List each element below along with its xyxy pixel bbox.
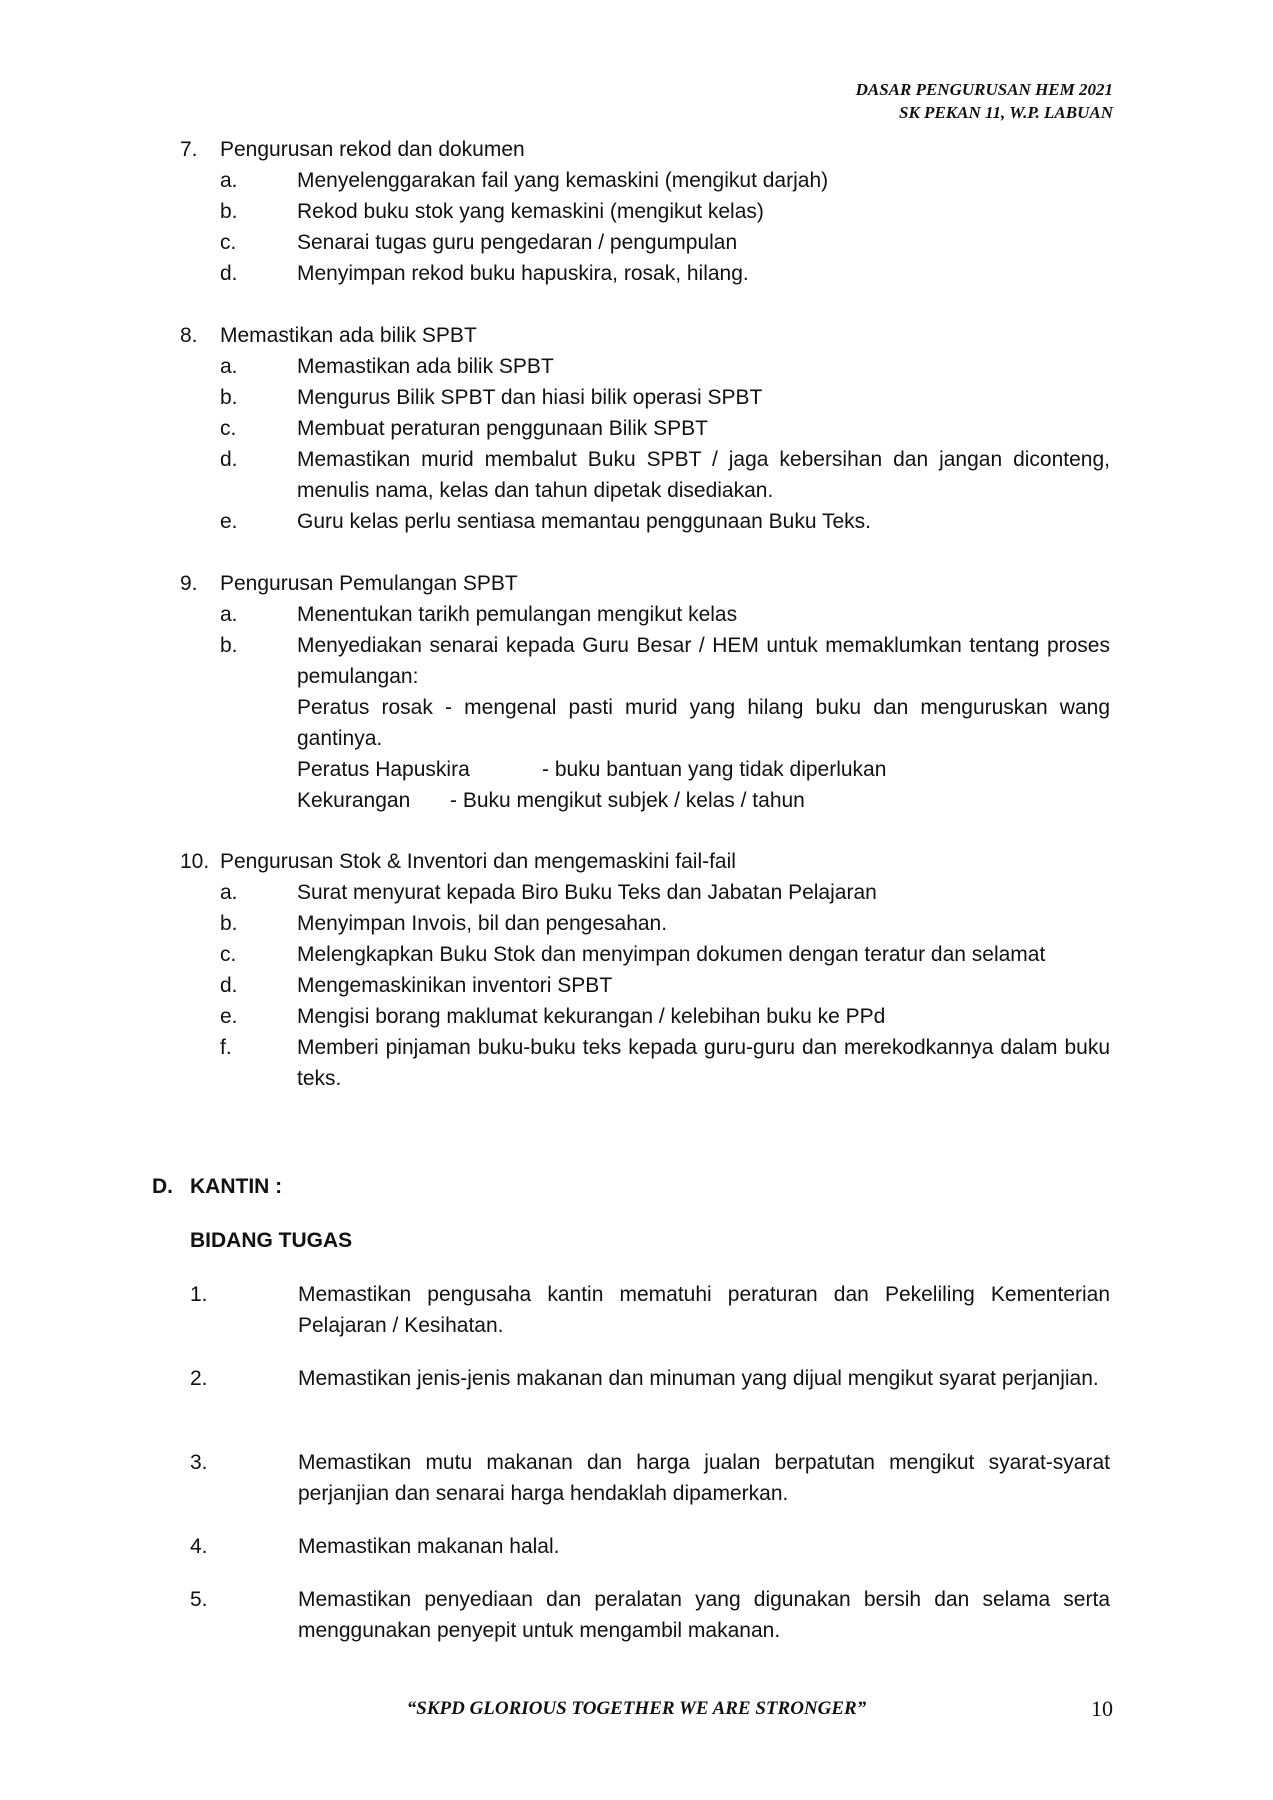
list-item: f. Memberi pinjaman buku-buku teks kepada guru-guru dan merekodkannya dalam buku teks. xyxy=(220,1036,1110,1090)
section-title xyxy=(180,568,1110,599)
list-item: c. Membuat peraturan penggunaan Bilik SPBT xyxy=(220,417,708,440)
list-item: b. Menyediakan senarai kepada Guru Besar / HEM untuk memaklumkan tentang proses pemulangan: xyxy=(220,634,1110,688)
kekurangan-note: Kekurangan - Buku mengikut subjek / kelas / tahun xyxy=(297,789,805,812)
kantin-item-5: 5. Memastikan penyediaan dan peralatan yang digunakan bersih dan selama serta menggunakan penyepit untuk mengambil makanan. xyxy=(190,1588,1110,1642)
footer-motto: “SKPD GLORIOUS TOGETHER WE ARE STRONGER” xyxy=(406,1698,867,1719)
kantin-item-4: 4. Memastikan makanan halal. xyxy=(190,1535,560,1558)
section-title xyxy=(180,320,1110,351)
page-number: 10 xyxy=(1091,1696,1113,1721)
kantin-item-1: 1. Memastikan pengusaha kantin mematuhi peraturan dan Pekeliling Kementerian Pelajaran / Kesihatan. xyxy=(190,1283,1110,1337)
list-item: d. Mengemaskinikan inventori SPBT xyxy=(220,974,613,997)
section-8 xyxy=(180,320,1110,537)
section-number: 10. xyxy=(180,850,210,873)
kantin-heading xyxy=(152,1171,282,1202)
kantin-item-3: 3. Memastikan mutu makanan dan harga jualan berpatutan mengikut syarat-syarat perjanjian dan senarai harga hendaklah dipamerkan. xyxy=(190,1451,1110,1505)
section-7 xyxy=(180,134,1110,289)
section-heading: Memastikan ada bilik SPBT xyxy=(220,324,477,347)
list-item: a. Menentukan tarikh pemulangan mengikut kelas xyxy=(220,603,738,626)
list-item: d. Memastikan murid membalut Buku SPBT / jaga kebersihan dan jangan diconteng, menulis nama, kelas dan tahun dipetak disediakan. xyxy=(220,448,1110,502)
list-item: b. Mengurus Bilik SPBT dan hiasi bilik operasi SPBT xyxy=(220,386,763,409)
header-title: DASAR PENGURUSAN HEM 2021 xyxy=(855,80,1113,99)
section-9 xyxy=(180,568,1110,816)
rosak-note: Peratus rosak - mengenal pasti murid yang hilang buku dan menguruskan wang gantinya. xyxy=(297,696,1110,750)
section-number: 7. xyxy=(180,138,198,161)
header-school: SK PEKAN 11, W.P. LABUAN xyxy=(899,103,1113,122)
list-item: b. Menyimpan Invois, bil dan pengesahan. xyxy=(220,912,668,935)
list-item: a. Surat menyurat kepada Biro Buku Teks dan Jabatan Pelajaran xyxy=(220,881,877,904)
list-item: c. Melengkapkan Buku Stok dan menyimpan dokumen dengan teratur dan selamat xyxy=(220,943,1046,966)
section-heading: Pengurusan Pemulangan SPBT xyxy=(220,572,518,595)
section-heading: Pengurusan Stok & Inventori dan mengemaskini fail-fail xyxy=(220,850,736,873)
list-item: e. Mengisi borang maklumat kekurangan / kelebihan buku ke PPd xyxy=(220,1005,886,1028)
kantin-letter: D. xyxy=(152,1175,173,1198)
list-item: e. Guru kelas perlu sentiasa memantau penggunaan Buku Teks. xyxy=(220,510,871,533)
section-title xyxy=(180,846,1110,877)
bidang-tugas-heading: BIDANG TUGAS xyxy=(190,1229,353,1252)
section-title xyxy=(180,134,1110,165)
hapuskira-note: Peratus Hapuskira - buku bantuan yang tidak diperlukan xyxy=(297,758,887,781)
page-header xyxy=(856,78,1113,124)
kantin-title: KANTIN : xyxy=(190,1175,283,1198)
list-item: a. Memastikan ada bilik SPBT xyxy=(220,355,554,378)
list-item: b. Rekod buku stok yang kemaskini (mengikut kelas) xyxy=(220,200,764,223)
list-item: a. Menyelenggarakan fail yang kemaskini (mengikut darjah) xyxy=(220,169,829,192)
section-number: 8. xyxy=(180,324,198,347)
kantin-item-2: 2. Memastikan jenis-jenis makanan dan minuman yang dijual mengikut syarat perjanjian. xyxy=(190,1367,1099,1390)
section-10 xyxy=(180,846,1110,1094)
section-number: 9. xyxy=(180,572,198,595)
section-heading: Pengurusan rekod dan dokumen xyxy=(220,138,525,161)
list-item: c. Senarai tugas guru pengedaran / pengumpulan xyxy=(220,231,738,254)
list-item: d. Menyimpan rekod buku hapuskira, rosak, hilang. xyxy=(220,262,749,285)
